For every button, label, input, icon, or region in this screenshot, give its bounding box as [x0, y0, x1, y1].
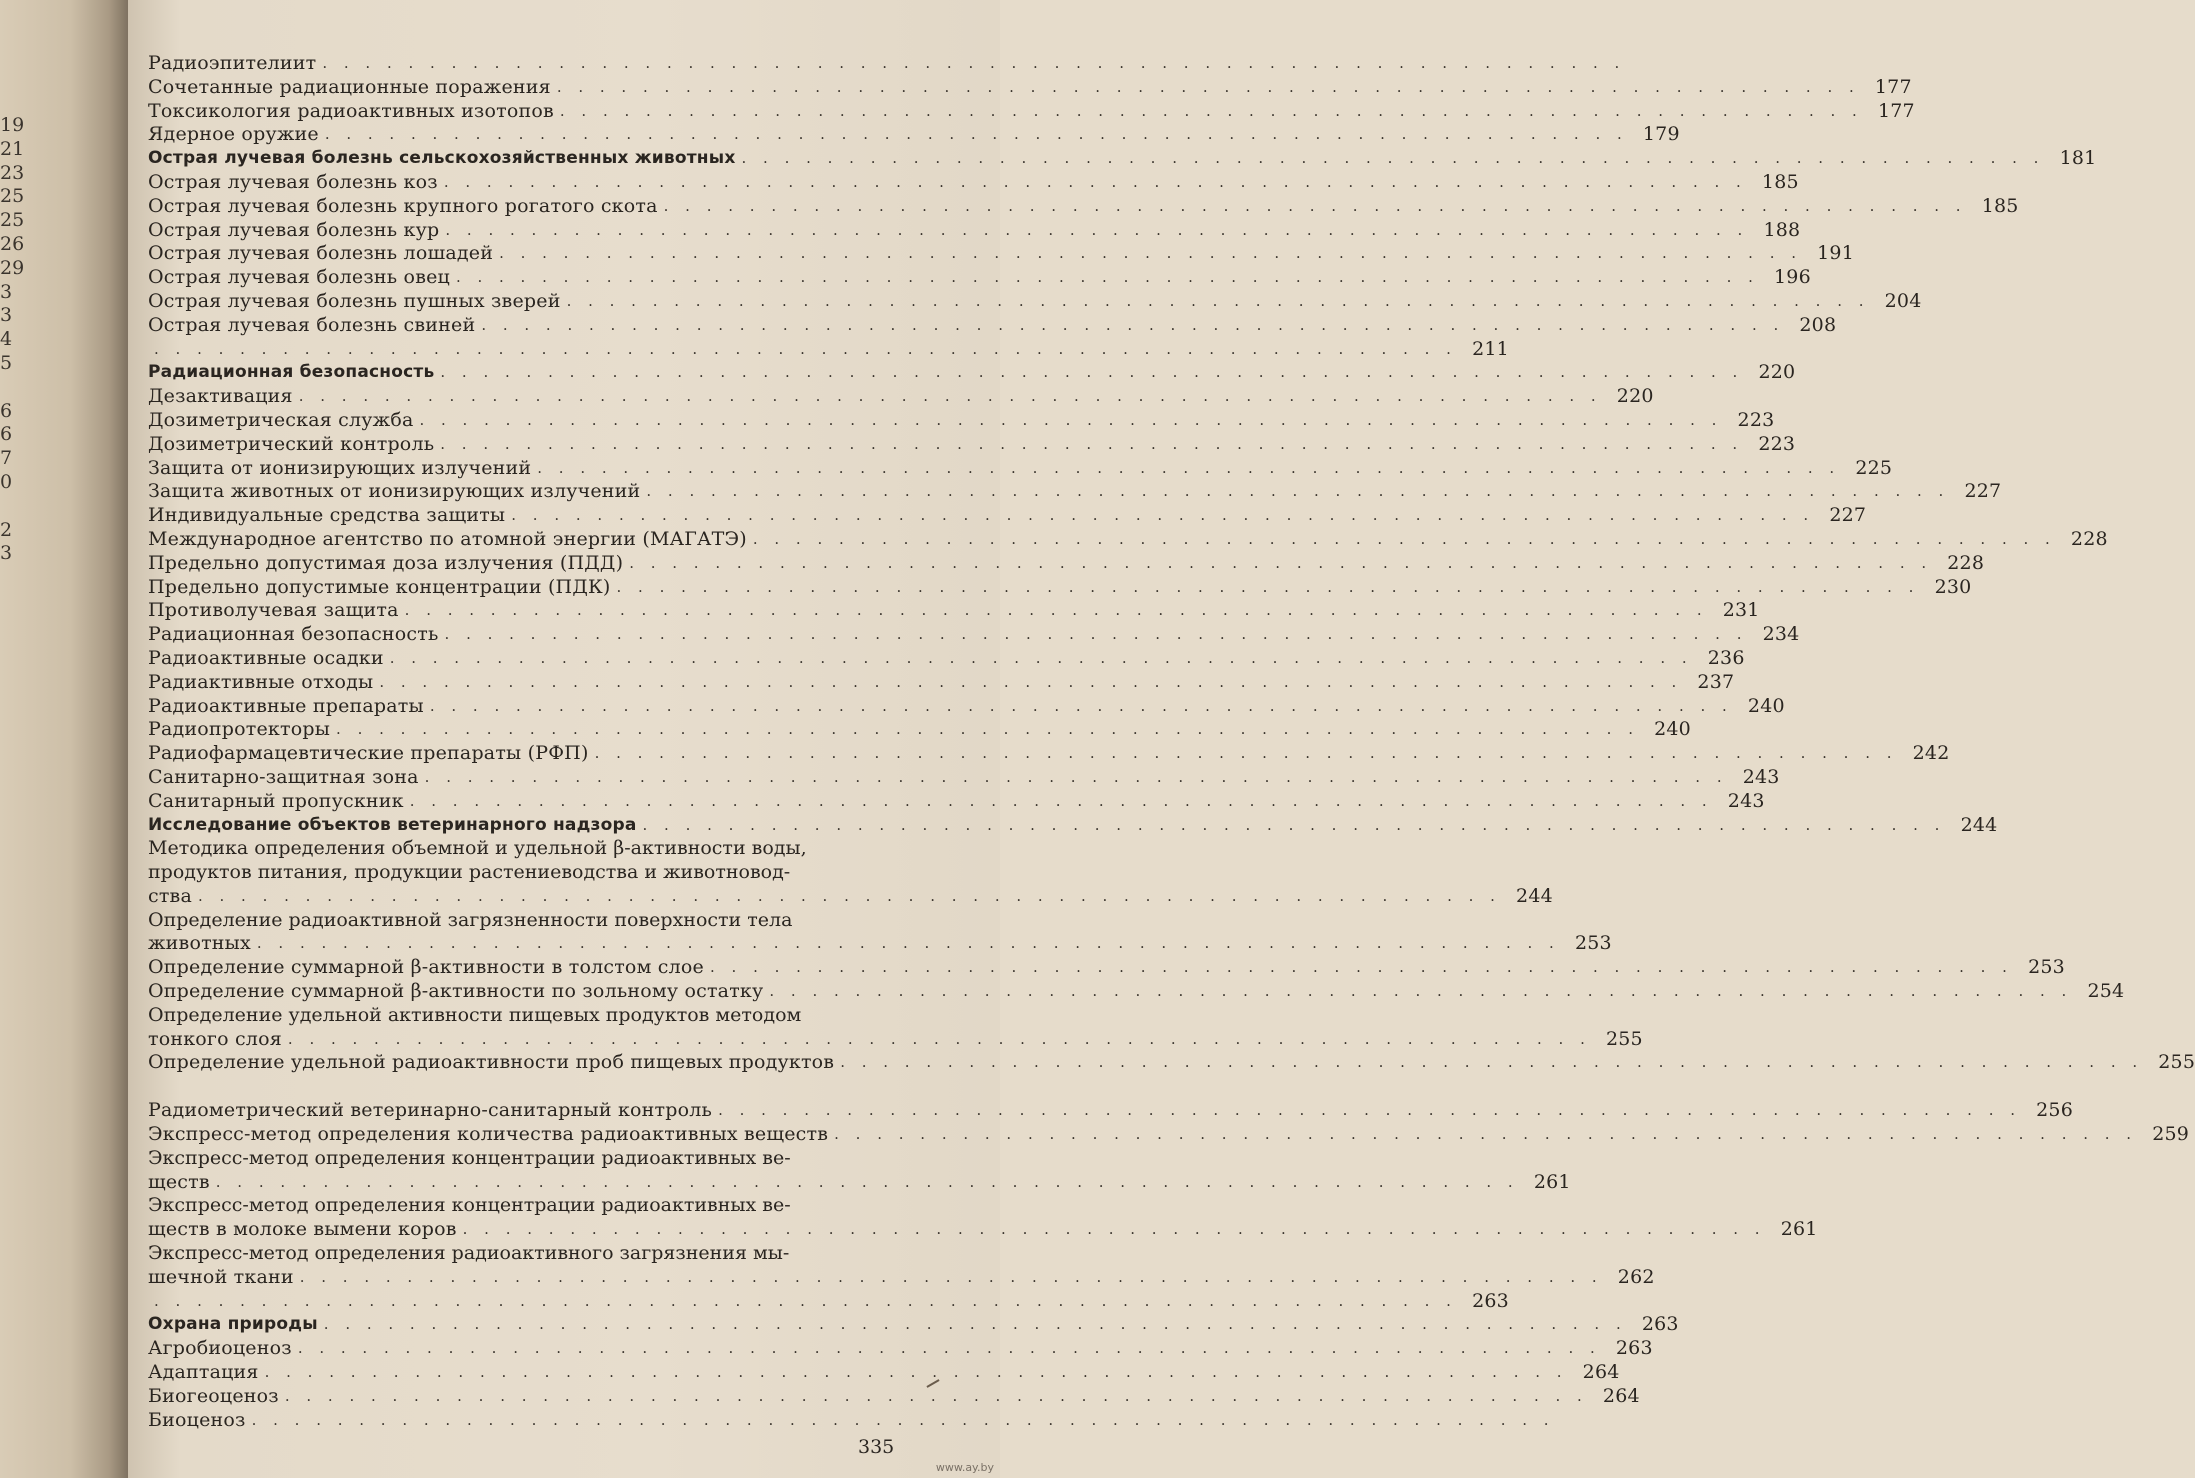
toc-entry-last-line	[148, 1170, 1571, 1195]
toc-entry-title: Ядерное оружие	[148, 123, 319, 146]
gutter-number: 26	[0, 232, 25, 255]
toc-leader-dots: . . . . . . . . . . . . . . . . . . . . . . . . . . . . . . . . . . . . . . . . . . . . . . . . . . . . . . . . . . . . .	[537, 458, 1841, 477]
toc-entry-page: 264	[1602, 1384, 1640, 1407]
toc-entry	[148, 123, 1680, 147]
toc-leader-dots: . . . . . . . . . . . . . . . . . . . . . . . . . . . . . . . . . . . . . . . . . . . . . . . . . . . . . . . . . . . . .	[299, 1267, 1603, 1286]
toc-leader-dots: . . . . . . . . . . . . . . . . . . . . . . . . . . . . . . . . . . . . . . . . . . . . . . . . . . . . . . . . . . . . .	[455, 268, 1759, 287]
toc-leader-dots: . . . . . . . . . . . . . . . . . . . . . . . . . . . . . . . . . . . . . . . . . . . . . . . . . . . . . . . . . . . . .	[154, 1291, 1457, 1310]
toc-entry	[148, 337, 1509, 362]
toc-entry	[148, 1123, 2190, 1147]
toc-leader-dots: . . . . . . . . . . . . . . . . . . . . . . . . . . . . . . . . . . . . . . . . . . . . . . . . . . . . . . . . . . . . .	[741, 149, 2045, 168]
toc-leader-dots: . . . . . . . . . . . . . . . . . . . . . . . . . . . . . . . . . . . . . . . . . . . . . . . . . . . . . . . . . . . . .	[594, 744, 1898, 763]
toc-entry-page: 244	[1960, 813, 1998, 836]
toc-leader-dots: . . . . . . . . . . . . . . . . . . . . . . . . . . . . . . . . . . . . . . . . . . . . . . . . . . . . . . . . . . . . .	[445, 220, 1749, 239]
toc-leader-dots: . . . . . . . . . . . . . . . . . . . . . . . . . . . . . . . . . . . . . . . . . . . . . . . . . . . . . . . . . . . . .	[769, 982, 2073, 1001]
toc-entry	[148, 980, 2125, 1004]
toc-entry-page: 261	[1780, 1218, 1818, 1241]
toc-entry-page: 237	[1697, 670, 1735, 693]
toc-entry-page: 223	[1737, 408, 1775, 431]
toc-entry-page: 244	[1516, 884, 1553, 907]
toc-entry	[148, 1313, 1679, 1337]
toc-leader-dots: . . . . . . . . . . . . . . . . . . . . . . . . . . . . . . . . . . . . . . . . . . . . . . . . . . . . . . . . . . . . .	[287, 1029, 1591, 1048]
toc-entry-title: Радиационная безопасность	[148, 623, 439, 646]
toc-leader-dots: . . . . . . . . . . . . . . . . . . . . . . . . . . . . . . . . . . . . . . . . . . . . . . . . . . . . . . . . . . . . .	[297, 1339, 1601, 1358]
toc-leader-dots: . . . . . . . . . . . . . . . . . . . . . . . . . . . . . . . . . . . . . . . . . . . . . . . . . . . . . . . . . . . . .	[409, 791, 1713, 810]
toc-entry-page: 263	[1615, 1337, 1653, 1360]
toc-entry-page: 254	[2087, 980, 2125, 1003]
gutter-number: 0	[0, 470, 13, 493]
toc-entry	[148, 313, 1837, 338]
toc-entry-page: 236	[1707, 646, 1745, 669]
page-number: 335	[858, 1436, 895, 1458]
toc-entry-title: Токсикология радиоактивных изотопов	[148, 99, 554, 122]
toc-entry-title: Дозиметрический контроль	[148, 432, 435, 455]
toc-entry-title: Экспресс-метод определения количества радиоактивных веществ	[148, 1123, 829, 1146]
gutter-number: 21	[0, 137, 25, 160]
toc-leader-dots: . . . . . . . . . . . . . . . . . . . . . . . . . . . . . . . . . . . . . . . . . . . . . . . . . . . . . . . . . . . . .	[256, 934, 1560, 953]
toc-entry-multiline	[148, 1146, 1571, 1195]
toc-leader-dots: . . . . . . . . . . . . . . . . . . . . . . . . . . . . . . . . . . . . . . . . . . . . . . . . . . . . . . . . . . . . .	[499, 244, 1802, 263]
toc-entry-page: 255	[2158, 1051, 2195, 1074]
toc-entry-line: животных	[148, 932, 251, 955]
toc-entry-title: Дезактивация	[148, 385, 293, 408]
toc-entry	[148, 575, 1972, 600]
gutter-number: 25	[0, 209, 25, 232]
table-of-contents	[148, 52, 2195, 1432]
toc-entry-page: 228	[1947, 551, 1985, 574]
toc-entry-title: Агробиоценоз	[148, 1337, 292, 1360]
toc-entry	[148, 99, 1915, 124]
toc-entry-page: 220	[1758, 361, 1796, 384]
toc-entry-title: Радиопротекторы	[148, 718, 331, 741]
toc-entry	[148, 361, 1796, 385]
toc-entry-title: Радиоактивные осадки	[148, 646, 384, 669]
toc-entry-line: Экспресс-метод определения концентрации радиоактивных ве-	[148, 1194, 791, 1217]
gutter-number: 3	[0, 542, 13, 565]
toc-entry	[148, 599, 1760, 623]
toc-leader-dots: . . . . . . . . . . . . . . . . . . . . . . . . . . . . . . . . . . . . . . . . . . . . . . . . . . . . . . . . . . . . .	[389, 648, 1693, 667]
toc-leader-dots: . . . . . . . . . . . . . . . . . . . . . . . . . . . . . . . . . . . . . . . . . . . . . . . . . . . . . . . . . . . . .	[840, 1053, 2144, 1072]
toc-leader-dots: . . . . . . . . . . . . . . . . . . . . . . . . . . . . . . . . . . . . . . . . . . . . . . . . . . . . . . . . . . . . .	[834, 1125, 2138, 1144]
toc-entry-page: 262	[1617, 1265, 1655, 1288]
toc-entry-page: 243	[1727, 789, 1765, 812]
toc-entry-title: Острая лучевая болезнь овец	[148, 266, 450, 289]
toc-entry-title: Радиоактивные препараты	[148, 694, 424, 717]
toc-entry	[148, 527, 2108, 552]
toc-leader-dots: . . . . . . . . . . . . . . . . . . . . . . . . . . . . . . . . . . . . . . . . . . . . . . . . . . . . . . . . . . . . .	[444, 625, 1748, 644]
toc-leader-dots: . . . . . . . . . . . . . . . . . . . . . . . . . . . . . . . . . . . . . . . . . . . . . . . . . . . . . . . . . . . . .	[251, 1410, 1555, 1429]
toc-entry-page: 253	[1574, 932, 1612, 955]
watermark: www.ay.by	[935, 1461, 994, 1474]
toc-entry-page: 227	[1964, 480, 2002, 503]
toc-leader-dots: . . . . . . . . . . . . . . . . . . . . . . . . . . . . . . . . . . . . . . . . . . . . . . . . . . . . . . . . . . . . .	[481, 315, 1785, 334]
toc-entry-line: продуктов питания, продукции растениеводства и животновод-	[148, 861, 791, 884]
toc-entry	[148, 408, 1775, 433]
toc-entry-page: 179	[1642, 123, 1680, 146]
toc-entry	[148, 1289, 1509, 1314]
toc-leader-dots: . . . . . . . . . . . . . . . . . . . . . . . . . . . . . . . . . . . . . . . . . . . . . . . . . . . . . . . . . . . . .	[462, 1220, 1766, 1239]
toc-leader-dots: . . . . . . . . . . . . . . . . . . . . . . . . . . . . . . . . . . . . . . . . . . . . . . . . . . . . . . . . . . . . .	[322, 54, 1626, 72]
toc-entry-line: ществ	[148, 1170, 210, 1193]
toc-entry-line: Методика определения объемной и удельной β-активности воды,	[148, 837, 807, 860]
toc-leader-dots: . . . . . . . . . . . . . . . . . . . . . . . . . . . . . . . . . . . . . . . . . . . . . . . . . . . . . . . . . . . . .	[379, 672, 1683, 691]
toc-entry	[148, 694, 1785, 719]
toc-entry-page: 191	[1817, 242, 1854, 265]
toc-entry-page: 243	[1742, 765, 1780, 788]
toc-entry-page: 255	[1605, 1027, 1643, 1050]
toc-entry-title: Биоценоз	[148, 1408, 246, 1431]
gutter-number: 19	[0, 114, 25, 136]
toc-entry	[148, 718, 1691, 742]
toc-leader-dots: . . . . . . . . . . . . . . . . . . . . . . . . . . . . . . . . . . . . . . . . . . . . . . . . . . . . . . . . . . . . .	[646, 482, 1950, 501]
toc-leader-dots: . . . . . . . . . . . . . . . . . . . . . . . . . . . . . . . . . . . . . . . . . . . . . . . . . . . . . . . . . . . . .	[752, 529, 2056, 548]
toc-entry-last-line	[148, 1027, 1643, 1052]
toc-entry-title: Радиоэпителиит	[148, 52, 317, 74]
toc-entry	[148, 956, 2065, 980]
toc-entry-last-line	[148, 884, 1553, 909]
toc-leader-dots: . . . . . . . . . . . . . . . . . . . . . . . . . . . . . . . . . . . . . . . . . . . . . . . . . . . . . . . . . . . . .	[443, 172, 1747, 191]
toc-entry	[148, 75, 1912, 100]
gutter-number: 2	[0, 518, 13, 541]
toc-entry-title: Защита от ионизирующих излучений	[148, 456, 532, 479]
toc-entry	[148, 646, 1745, 671]
toc-entry	[148, 813, 1998, 838]
toc-entry-title: Биогеоценоз	[148, 1384, 279, 1407]
toc-entry	[148, 147, 2097, 171]
toc-entry-last-line	[148, 1265, 1655, 1290]
toc-leader-dots: . . . . . . . . . . . . . . . . . . . . . . . . . . . . . . . . . . . . . . . . . . . . . . . . . . . . . . . . . . . . .	[629, 553, 1933, 572]
toc-entry-page: 263	[1472, 1289, 1509, 1312]
toc-entry-title: Радиометрический ветеринарно-санитарный контроль	[148, 1099, 713, 1122]
toc-entry	[148, 266, 1811, 290]
toc-entry-multiline	[148, 1003, 1643, 1052]
toc-entry	[148, 218, 1801, 243]
toc-entry-line: тонкого слоя	[148, 1027, 282, 1050]
toc-entry-title: Санитарный пропускник	[148, 789, 404, 812]
toc-entry-title: Определение суммарной β-активности в толстом слое	[148, 956, 704, 979]
toc-entry-title: Предельно допустимые концентрации (ПДК)	[148, 575, 611, 598]
toc-leader-dots: . . . . . . . . . . . . . . . . . . . . . . . . . . . . . . . . . . . . . . . . . . . . . . . . . . . . . . . . . . . . .	[559, 101, 1863, 120]
toc-leader-dots: . . . . . . . . . . . . . . . . . . . . . . . . . . . . . . . . . . . . . . . . . . . . . . . . . . . . . . . . . . . . .	[663, 196, 1967, 215]
toc-entry-page: 240	[1747, 694, 1785, 717]
toc-leader-dots: . . . . . . . . . . . . . . . . . . . . . . . . . . . . . . . . . . . . . . . . . . . . . . . . . . . . . . . . . . . . .	[215, 1172, 1519, 1191]
toc-entry	[148, 52, 1626, 76]
gutter-number: 25	[0, 185, 25, 208]
toc-entry	[148, 670, 1735, 695]
toc-entry-page: 240	[1654, 718, 1691, 741]
gutter-number: 3	[0, 280, 13, 303]
toc-entry-title: Международное агентство по атомной энергии (МАГАТЭ)	[148, 527, 747, 550]
toc-entry-page: 263	[1641, 1313, 1679, 1336]
gutter-number	[0, 495, 22, 519]
toc-entry-title: Исследование объектов ветеринарного надзора	[148, 814, 637, 835]
toc-entry	[148, 1384, 1640, 1409]
toc-entry-title: Острая лучевая болезнь лошадей	[148, 242, 494, 265]
toc-leader-dots: . . . . . . . . . . . . . . . . . . . . . . . . . . . . . . . . . . . . . . . . . . . . . . . . . . . . . . . . . . . . .	[440, 363, 1744, 382]
toc-entry	[148, 480, 2002, 504]
toc-entry	[148, 551, 1985, 576]
toc-entry	[148, 1408, 1555, 1433]
toc-entry-page: 177	[1877, 99, 1915, 122]
toc-entry-page: 259	[2152, 1123, 2190, 1146]
toc-entry-title: Радиофармацевтические препараты (РФП)	[148, 742, 589, 765]
toc-entry	[148, 289, 1922, 314]
gutter-number: 3	[0, 304, 13, 327]
toc-leader-dots: . . . . . . . . . . . . . . . . . . . . . . . . . . . . . . . . . . . . . . . . . . . . . . . . . . . . . . . . . . . . .	[284, 1386, 1588, 1405]
toc-leader-dots: . . . . . . . . . . . . . . . . . . . . . . . . . . . . . . . . . . . . . . . . . . . . . . . . . . . . . . . . . . . . .	[424, 767, 1728, 786]
toc-entry	[148, 456, 1893, 481]
left-page-page-numbers	[0, 114, 25, 566]
toc-entry	[148, 1051, 2195, 1075]
toc-entry-page: 256	[2036, 1099, 2073, 1122]
toc-leader-dots: . . . . . . . . . . . . . . . . . . . . . . . . . . . . . . . . . . . . . . . . . . . . . . . . . . . . . . . . . . . . .	[197, 886, 1501, 905]
toc-entry-line: Определение удельной активности пищевых продуктов методом	[148, 1003, 802, 1026]
toc-entry-page: 253	[2028, 956, 2065, 979]
toc-entry-page: 231	[1722, 599, 1760, 622]
toc-entry-line: Определение радиоактивной загрязненности поверхности тела	[148, 908, 793, 931]
toc-entry	[148, 742, 1950, 766]
toc-entry	[148, 1337, 1653, 1361]
toc-entry-page: 177	[1874, 75, 1912, 98]
toc-entry-page: 185	[1981, 194, 2019, 217]
toc-entry-title: Индивидуальные средства защиты	[148, 504, 506, 527]
toc-entry-page: 188	[1763, 218, 1801, 241]
gutter-number: 5	[0, 351, 13, 374]
toc-entry-title: Острая лучевая болезнь кур	[148, 218, 440, 241]
spacer	[148, 1075, 908, 1099]
toc-entry-title: Противолучевая защита	[148, 599, 399, 622]
toc-leader-dots: . . . . . . . . . . . . . . . . . . . . . . . . . . . . . . . . . . . . . . . . . . . . . . . . . . . . . . . . . . . . .	[336, 720, 1639, 739]
toc-entry	[148, 789, 1765, 814]
toc-entry-page: 181	[2059, 147, 2097, 170]
toc-leader-dots: . . . . . . . . . . . . . . . . . . . . . . . . . . . . . . . . . . . . . . . . . . . . . . . . . . . . . . . . . . . . .	[556, 77, 1860, 96]
toc-leader-dots: . . . . . . . . . . . . . . . . . . . . . . . . . . . . . . . . . . . . . . . . . . . . . . . . . . . . . . . . . . . . .	[642, 815, 1946, 834]
toc-entry-page: 230	[1934, 575, 1972, 598]
toc-entry-title: Дозиметрическая служба	[148, 408, 414, 431]
toc-entry-multiline	[148, 837, 1553, 908]
gutter-number	[0, 376, 22, 400]
toc-entry-multiline	[148, 1242, 1655, 1290]
toc-entry-title: Сочетанные радиационные поражения	[148, 75, 551, 98]
toc-entry	[148, 1099, 2073, 1123]
gutter-number: 29	[0, 256, 25, 279]
toc-entry-page: 227	[1829, 504, 1867, 527]
toc-leader-dots: . . . . . . . . . . . . . . . . . . . . . . . . . . . . . . . . . . . . . . . . . . . . . . . . . . . . . . . . . . . . .	[440, 434, 1744, 453]
toc-entry-title: Острая лучевая болезнь свиней	[148, 313, 476, 336]
toc-entry-page: 234	[1762, 623, 1800, 646]
toc-leader-dots: . . . . . . . . . . . . . . . . . . . . . . . . . . . . . . . . . . . . . . . . . . . . . . . . . . . . . . . . . . . . .	[154, 339, 1457, 358]
toc-leader-dots: . . . . . . . . . . . . . . . . . . . . . . . . . . . . . . . . . . . . . . . . . . . . . . . . . . . . . . . . . . . . .	[511, 506, 1815, 525]
gutter-number: 7	[0, 447, 13, 470]
toc-entry-line: Экспресс-метод определения концентрации радиоактивных ве-	[148, 1146, 791, 1169]
toc-entry-line: ществ в молоке вымени коров	[148, 1218, 457, 1241]
toc-entry-title: Острая лучевая болезнь сельскохозяйственных животных	[148, 148, 736, 169]
toc-entry-last-line	[148, 932, 1612, 956]
toc-entry	[148, 504, 1867, 528]
toc-entry-multiline	[148, 1194, 1818, 1242]
toc-entry-page: 208	[1799, 313, 1837, 336]
toc-leader-dots: . . . . . . . . . . . . . . . . . . . . . . . . . . . . . . . . . . . . . . . . . . . . . . . . . . . . . . . . . . . . .	[718, 1101, 2021, 1120]
toc-entry-page: 211	[1472, 337, 1509, 360]
toc-entry	[148, 170, 1799, 195]
toc-entry-page: 228	[2070, 527, 2108, 550]
toc-entry	[148, 623, 1800, 647]
gutter-number: 4	[0, 328, 13, 351]
toc-entry	[148, 765, 1780, 790]
gutter-number: 6	[0, 399, 13, 422]
toc-entry-page: 261	[1533, 1170, 1571, 1193]
toc-entry-line: ства	[148, 884, 192, 907]
toc-entry-title: Адаптация	[148, 1361, 259, 1384]
toc-entry-page: 223	[1758, 432, 1796, 455]
left-page-gutter	[0, 0, 128, 1478]
toc-entry	[148, 385, 1654, 409]
toc-leader-dots: . . . . . . . . . . . . . . . . . . . . . . . . . . . . . . . . . . . . . . . . . . . . . . . . . . . . . . . . . . . . .	[404, 601, 1708, 620]
toc-entry	[148, 1361, 1620, 1385]
toc-entry	[148, 242, 1854, 266]
toc-leader-dots: . . . . . . . . . . . . . . . . . . . . . . . . . . . . . . . . . . . . . . . . . . . . . . . . . . . . . . . . . . . . .	[323, 1315, 1627, 1334]
toc-entry-title: Радиационная безопасность	[148, 362, 435, 383]
toc-entry-title: Острая лучевая болезнь коз	[148, 170, 438, 193]
toc-entry-page: 242	[1912, 742, 1950, 765]
toc-entry-page: 204	[1884, 289, 1922, 312]
toc-entry-title: Санитарно-защитная зона	[148, 765, 419, 788]
toc-entry-title: Острая лучевая болезнь крупного рогатого скота	[148, 194, 658, 217]
gutter-number: 6	[0, 423, 13, 446]
toc-leader-dots: . . . . . . . . . . . . . . . . . . . . . . . . . . . . . . . . . . . . . . . . . . . . . . . . . . . . . . . . . . . . .	[264, 1363, 1568, 1382]
toc-entry-page: 225	[1855, 456, 1893, 479]
toc-leader-dots: . . . . . . . . . . . . . . . . . . . . . . . . . . . . . . . . . . . . . . . . . . . . . . . . . . . . . . . . . . . . .	[298, 387, 1602, 406]
toc-entry-multiline	[148, 908, 1612, 957]
toc-entry	[148, 194, 2019, 219]
toc-entry-page: 264	[1582, 1361, 1620, 1384]
toc-entry-page: 196	[1774, 266, 1811, 289]
toc-entry-title: Острая лучевая болезнь пушных зверей	[148, 289, 561, 312]
toc-entry	[148, 432, 1796, 457]
toc-entry-page: 185	[1761, 170, 1799, 193]
toc-leader-dots: . . . . . . . . . . . . . . . . . . . . . . . . . . . . . . . . . . . . . . . . . . . . . . . . . . . . . . . . . . . . .	[419, 410, 1723, 429]
toc-leader-dots: . . . . . . . . . . . . . . . . . . . . . . . . . . . . . . . . . . . . . . . . . . . . . . . . . . . . . . . . . . . . .	[566, 291, 1870, 310]
toc-entry-line: Экспресс-метод определения радиоактивного загрязнения мы-	[148, 1242, 790, 1265]
toc-leader-dots: . . . . . . . . . . . . . . . . . . . . . . . . . . . . . . . . . . . . . . . . . . . . . . . . . . . . . . . . . . . . .	[710, 958, 2013, 977]
toc-entry-title: Защита животных от ионизирующих излучений	[148, 480, 641, 503]
toc-entry-page: 220	[1616, 385, 1654, 408]
toc-entry-title: Охрана природы	[148, 1314, 318, 1335]
toc-entry-title: Радиактивные отходы	[148, 670, 374, 693]
toc-leader-dots: . . . . . . . . . . . . . . . . . . . . . . . . . . . . . . . . . . . . . . . . . . . . . . . . . . . . . . . . . . . . .	[429, 696, 1733, 715]
toc-leader-dots: . . . . . . . . . . . . . . . . . . . . . . . . . . . . . . . . . . . . . . . . . . . . . . . . . . . . . . . . . . . . .	[616, 577, 1920, 596]
toc-entry-title: Предельно допустимая доза излучения (ПДД)	[148, 551, 624, 574]
gutter-number: 23	[0, 161, 25, 184]
toc-entry-last-line	[148, 1218, 1818, 1242]
toc-entry-line: шечной ткани	[148, 1265, 294, 1288]
toc-leader-dots: . . . . . . . . . . . . . . . . . . . . . . . . . . . . . . . . . . . . . . . . . . . . . . . . . . . . . . . . . . . . .	[324, 125, 1628, 144]
toc-entry-title: Определение удельной радиоактивности проб пищевых продуктов	[148, 1051, 835, 1074]
toc-entry-title: Определение суммарной β-активности по зольному остатку	[148, 980, 764, 1003]
